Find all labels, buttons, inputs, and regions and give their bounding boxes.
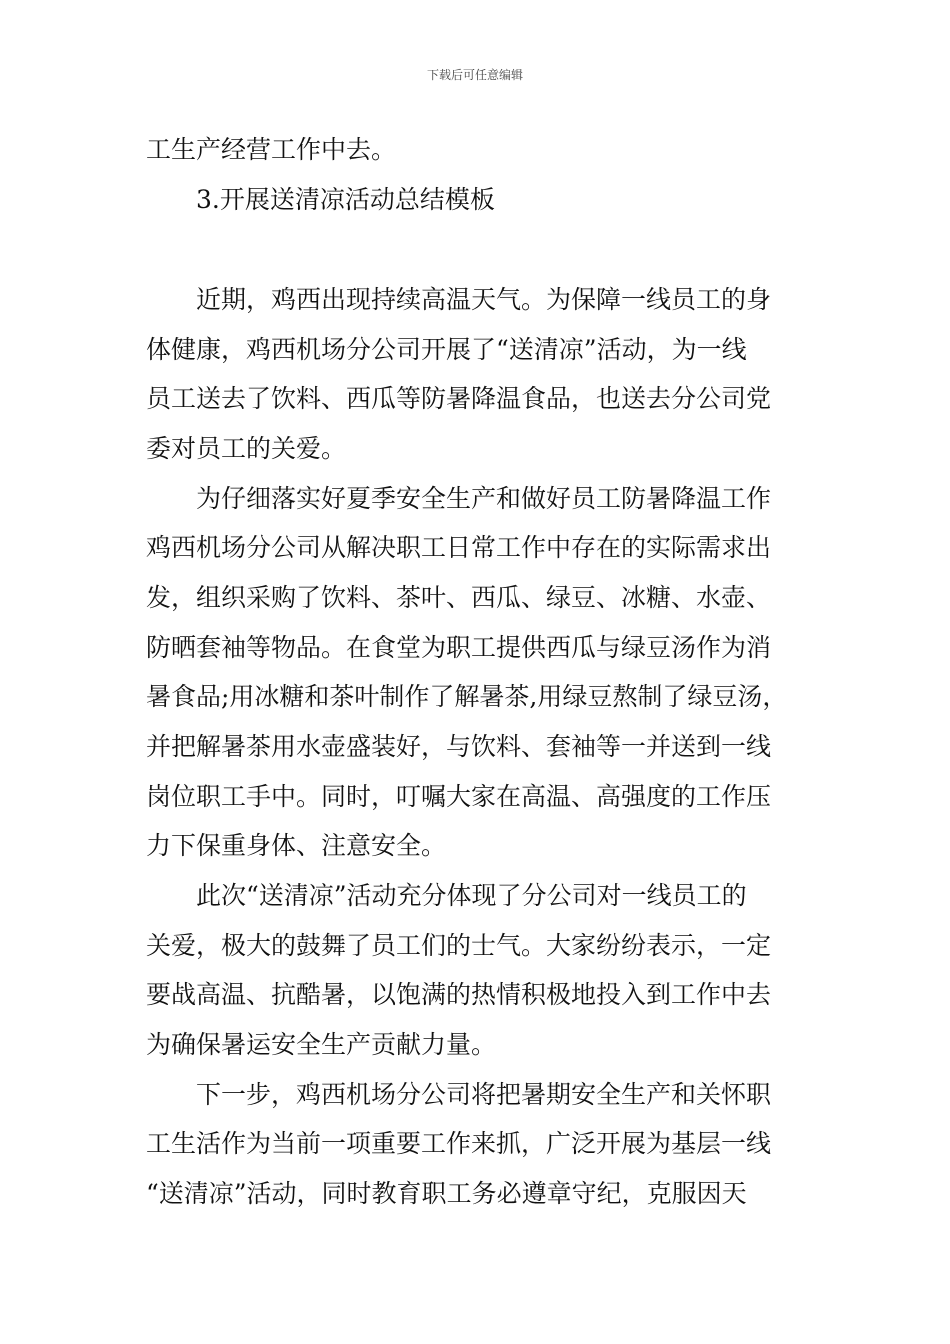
body-line: “送清凉”活动，同时教育职工务必遵章守纪，克服因天 [146,1179,747,1208]
body-line: 防晒套袖等物品。在食堂为职工提供西瓜与绿豆汤作为消 [146,633,772,662]
body-line: 为仔细落实好夏季安全生产和做好员工防暑降温工作 [196,484,772,513]
body-line: 并把解暑茶用水壶盛装好，与饮料、套袖等一并送到一线 [146,732,772,761]
body-line: 为确保暑运安全生产贡献力量。 [146,1030,497,1059]
body-line: 工生产经营工作中去。 [146,135,397,164]
body-line: 力下保重身体、注意安全。 [146,831,447,860]
body-line: 暑食品;用冰糖和茶叶制作了解暑茶,用绿豆熬制了绿豆汤， [146,682,788,711]
body-line: 鸡西机场分公司从解决职工日常工作中存在的实际需求出 [146,533,772,562]
body-line: 此次“送清凉”活动充分体现了分公司对一线员工的 [196,881,747,910]
page-header: 下载后可任意编辑 [426,68,523,82]
body-line: 体健康，鸡西机场分公司开展了“送清凉”活动，为一线 [146,335,747,364]
body-line: 工生活作为当前一项重要工作来抓，广泛开展为基层一线 [146,1129,772,1158]
body-line: 员工送去了饮料、西瓜等防暑降温食品，也送去分公司党 [146,384,772,413]
section-heading: 3.开展送清凉活动总结模板 [196,185,495,214]
body-line: 岗位职工手中。同时，叮嘱大家在高温、高强度的工作压 [146,782,772,811]
body-line: 近期，鸡西出现持续高温天气。为保障一线员工的身 [196,285,772,314]
body-line: 下一步，鸡西机场分公司将把暑期安全生产和关怀职 [196,1080,772,1109]
body-line: 关爱，极大的鼓舞了员工们的士气。大家纷纷表示，一定 [146,931,772,960]
body-line: 发，组织采购了饮料、茶叶、西瓜、绿豆、冰糖、水壶、 [146,583,772,612]
body-line: 要战高温、抗酷暑，以饱满的热情积极地投入到工作中去 [146,980,772,1009]
body-line: 委对员工的关爱。 [146,434,347,463]
